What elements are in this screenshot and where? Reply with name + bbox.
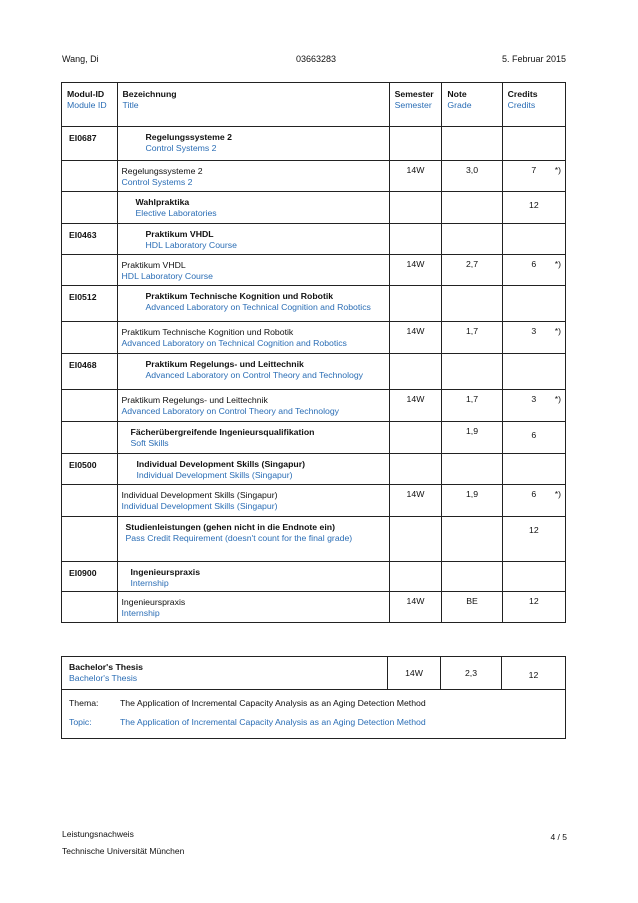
table-row: [62, 562, 566, 592]
title-de: Individual Development Skills (Singapur): [136, 459, 305, 469]
title-de: Praktikum Technische Kognition und Robotik: [145, 291, 334, 301]
topic-en: The Application of Incremental Capacity Analysis as an Aging Detection Method: [120, 717, 426, 727]
title-de: Praktikum Technische Kognition und Robotik: [121, 327, 294, 337]
title-en: Internship: [130, 578, 169, 588]
title-cell: [117, 422, 389, 454]
title-cell: [117, 127, 389, 161]
header-credits: Credits Credits: [502, 83, 565, 127]
module-id: EI0463: [69, 230, 97, 240]
credits-cell: [502, 286, 565, 322]
semester-cell: [389, 286, 442, 322]
thesis-grade: 2,3: [441, 657, 502, 690]
thesis-credits: 12: [502, 657, 566, 690]
title-cell: [117, 322, 389, 354]
module-id-cell: [62, 354, 118, 390]
footnote-mark: *): [554, 394, 561, 404]
thesis-title-cell: [62, 657, 388, 690]
thesis-title: Bachelor's Thesis: [69, 662, 144, 672]
title-de: Praktikum Regelungs- und Leittechnik: [145, 359, 304, 369]
credits-cell: [502, 422, 565, 454]
title-de: Praktikum VHDL: [121, 260, 186, 270]
title-en: Control Systems 2: [145, 143, 217, 153]
semester-cell: [389, 192, 442, 224]
title-de: Wahlpraktika: [135, 197, 190, 207]
table-row: [62, 517, 566, 562]
semester-value: 14W: [406, 394, 425, 404]
grade-value: [442, 517, 501, 521]
semester-value: [390, 422, 442, 426]
semester-value: [390, 517, 442, 521]
title-cell: [117, 192, 389, 224]
module-id: EI0500: [69, 460, 97, 470]
grade-value: BE: [466, 596, 478, 606]
credits-value: 6: [531, 489, 537, 499]
module-id-cell: [62, 286, 118, 322]
grade-value: 1,9: [465, 426, 479, 436]
grade-cell: [442, 322, 502, 354]
grade-cell: [442, 224, 502, 255]
thesis-semester: 14W: [388, 657, 441, 690]
credits-cell: [502, 192, 565, 224]
module-id: EI0468: [69, 360, 97, 370]
table-row: [62, 322, 566, 354]
table-row: [62, 354, 566, 390]
semester-cell: [389, 161, 442, 192]
module-id-cell: [62, 224, 118, 255]
title-cell: [117, 354, 389, 390]
title-en: Control Systems 2: [121, 177, 193, 187]
module-id-cell: [62, 161, 118, 192]
title-de: Studienleistungen (gehen nicht in die Endnote ein): [125, 522, 335, 532]
semester-cell: [389, 322, 442, 354]
title-de: Individual Development Skills (Singapur): [121, 490, 278, 500]
credits-cell: [502, 517, 565, 562]
module-id: EI0687: [69, 133, 97, 143]
module-id-cell: [62, 255, 118, 286]
grade-value: 3,0: [465, 165, 479, 175]
title-en: HDL Laboratory Course: [145, 240, 237, 250]
topic-label-de: Thema:: [69, 698, 99, 708]
grade-value: [442, 454, 501, 458]
title-en: Advanced Laboratory on Control Theory and Technology: [121, 406, 340, 416]
credits-value: 3: [531, 326, 537, 336]
semester-value: [390, 354, 442, 358]
title-en: Advanced Laboratory on Technical Cognition and Robotics: [121, 338, 347, 348]
footer-doc-title: Leistungsnachweis: [62, 829, 134, 839]
grade-cell: [442, 454, 502, 485]
title-de: Ingenieurspraxis: [121, 597, 186, 607]
grades-table: [61, 82, 566, 623]
credits-value: 12: [528, 200, 539, 210]
module-id: [62, 192, 117, 198]
footnote-mark: *): [554, 259, 561, 269]
table-row: [62, 127, 566, 161]
grade-cell: [442, 192, 502, 224]
semester-value: [390, 286, 442, 290]
title-de: Ingenieurspraxis: [130, 567, 201, 577]
module-id-cell: [62, 390, 118, 422]
semester-cell: [389, 422, 442, 454]
title-en: HDL Laboratory Course: [121, 271, 213, 281]
semester-cell: [389, 485, 442, 517]
header-grade: Note Grade: [442, 83, 502, 127]
grade-cell: [442, 517, 502, 562]
grade-value: [442, 286, 501, 290]
module-id-cell: [62, 485, 118, 517]
module-id-cell: [62, 454, 118, 485]
credits-value: 7: [531, 165, 537, 175]
semester-value: [390, 562, 442, 566]
title-cell: [117, 286, 389, 322]
grade-value: 1,9: [465, 489, 479, 499]
thesis-topic-cell: [62, 690, 566, 739]
module-id: EI0512: [69, 292, 97, 302]
semester-cell: [389, 127, 442, 161]
title-cell: [117, 390, 389, 422]
credits-cell: [502, 322, 565, 354]
module-id-cell: [62, 127, 118, 161]
grade-value: 1,7: [465, 326, 479, 336]
title-cell: [117, 161, 389, 192]
grade-cell: [442, 562, 502, 592]
semester-cell: [389, 354, 442, 390]
header-title: Bezeichnung Title: [117, 83, 389, 127]
credits-cell: [502, 255, 565, 286]
title-de: Regelungssysteme 2: [145, 132, 232, 142]
title-en: Individual Development Skills (Singapur): [121, 501, 278, 511]
credits-value: 12: [528, 525, 539, 535]
module-id-cell: [62, 192, 118, 224]
semester-value: [390, 127, 442, 131]
semester-value: [390, 192, 442, 196]
credits-cell: [502, 485, 565, 517]
semester-value: [390, 454, 442, 458]
title-en: Soft Skills: [130, 438, 169, 448]
title-cell: [117, 592, 389, 623]
semester-cell: [389, 562, 442, 592]
table-row: [62, 161, 566, 192]
grade-value: [442, 354, 501, 358]
title-en: Internship: [121, 608, 160, 618]
title-cell: [117, 485, 389, 517]
thesis-topic-row: [62, 690, 566, 739]
credits-cell: [502, 224, 565, 255]
header-module-id: Modul-ID Module ID: [62, 83, 118, 127]
semester-value: 14W: [406, 596, 425, 606]
credits-cell: [502, 592, 565, 623]
header-semester: Semester Semester: [389, 83, 442, 127]
topic-de: The Application of Incremental Capacity Analysis as an Aging Detection Method: [120, 698, 426, 708]
title-en: Elective Laboratories: [135, 208, 217, 218]
grade-cell: [442, 354, 502, 390]
title-en: Pass Credit Requirement (doesn't count for the final grade): [125, 533, 353, 543]
table-row: [62, 192, 566, 224]
grade-value: [442, 127, 501, 131]
module-id: [62, 485, 117, 491]
grade-value: 1,7: [465, 394, 479, 404]
table-row: [62, 592, 566, 623]
title-de: Praktikum Regelungs- und Leittechnik: [121, 395, 268, 405]
student-name: Wang, Di: [62, 54, 99, 64]
credits-cell: [502, 390, 565, 422]
module-id: [62, 322, 117, 328]
semester-value: 14W: [406, 259, 425, 269]
semester-value: 14W: [406, 165, 425, 175]
credits-value: 12: [528, 596, 539, 606]
page-number: 4 / 5: [550, 832, 567, 842]
grade-value: [442, 192, 501, 196]
module-id-cell: [62, 592, 118, 623]
thesis-title-en: Bachelor's Thesis: [69, 673, 138, 683]
title-cell: [117, 454, 389, 485]
thesis-table: [61, 656, 566, 739]
credits-cell: [502, 562, 565, 592]
footer-university: Technische Universität München: [62, 846, 185, 856]
grade-value: [442, 562, 501, 566]
module-id-cell: [62, 422, 118, 454]
table-row: [62, 286, 566, 322]
semester-cell: [389, 592, 442, 623]
grade-cell: [442, 485, 502, 517]
topic-label-en: Topic:: [69, 717, 92, 727]
grade-cell: [442, 422, 502, 454]
module-id: [62, 255, 117, 261]
module-id: [62, 422, 117, 428]
grade-cell: [442, 592, 502, 623]
credits-value: 3: [531, 394, 537, 404]
module-id: [62, 161, 117, 167]
semester-cell: [389, 224, 442, 255]
thesis-row: [62, 657, 566, 690]
grade-cell: [442, 390, 502, 422]
module-id: [62, 390, 117, 396]
grade-cell: [442, 127, 502, 161]
grade-value: 2,7: [465, 259, 479, 269]
grade-cell: [442, 286, 502, 322]
module-id: [62, 517, 117, 523]
credits-value: 6: [531, 430, 537, 440]
footnote-mark: *): [554, 165, 561, 175]
title-de: Regelungssysteme 2: [121, 166, 203, 176]
title-en: Advanced Laboratory on Control Theory and Technology: [145, 370, 364, 380]
credits-value: 6: [531, 259, 537, 269]
table-row: [62, 422, 566, 454]
table-row: [62, 485, 566, 517]
module-id: [62, 592, 117, 598]
title-cell: [117, 224, 389, 255]
table-header-row: [62, 83, 566, 127]
title-en: Individual Development Skills (Singapur): [136, 470, 293, 480]
module-id: EI0900: [69, 568, 97, 578]
semester-value: 14W: [406, 326, 425, 336]
credits-cell: [502, 454, 565, 485]
semester-cell: [389, 255, 442, 286]
credits-cell: [502, 354, 565, 390]
semester-cell: [389, 454, 442, 485]
title-cell: [117, 517, 389, 562]
table-row: [62, 255, 566, 286]
semester-cell: [389, 390, 442, 422]
grade-cell: [442, 161, 502, 192]
table-row: [62, 390, 566, 422]
title-de: Fächerübergreifende Ingenieursqualifikation: [130, 427, 315, 437]
module-id-cell: [62, 517, 118, 562]
footnote-mark: *): [554, 489, 561, 499]
semester-cell: [389, 517, 442, 562]
credits-cell: [502, 161, 565, 192]
semester-value: [390, 224, 442, 228]
semester-value: 14W: [406, 489, 425, 499]
title-de: Praktikum VHDL: [145, 229, 214, 239]
grade-cell: [442, 255, 502, 286]
credits-cell: [502, 127, 565, 161]
title-cell: [117, 255, 389, 286]
module-id-cell: [62, 562, 118, 592]
table-row: [62, 454, 566, 485]
matriculation-number: 03663283: [296, 54, 337, 64]
title-cell: [117, 562, 389, 592]
grade-value: [442, 224, 501, 228]
document-date: 5. Februar 2015: [501, 54, 566, 64]
title-en: Advanced Laboratory on Technical Cognition and Robotics: [145, 302, 371, 312]
footnote-mark: *): [554, 326, 561, 336]
module-id-cell: [62, 322, 118, 354]
table-row: [62, 224, 566, 255]
